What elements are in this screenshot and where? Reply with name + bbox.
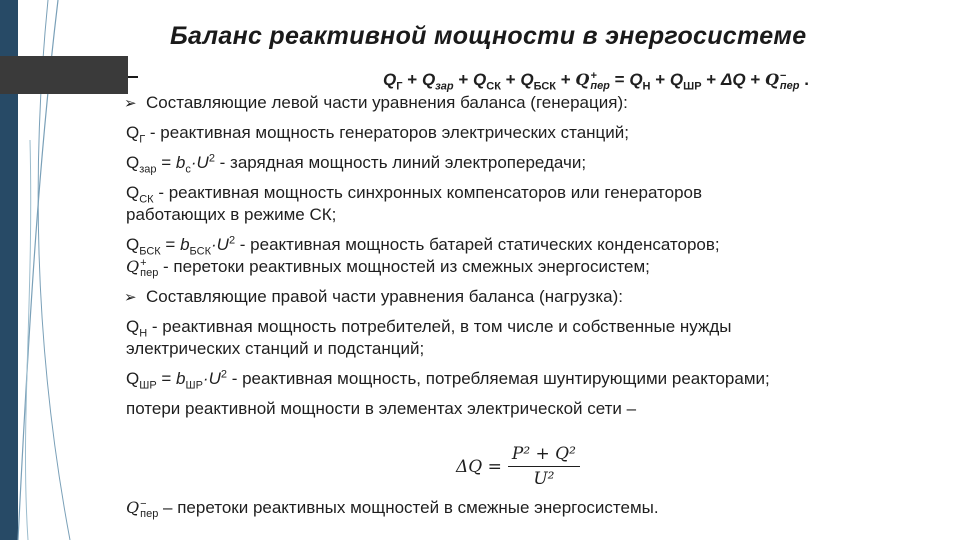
bullet-arrow-icon: ➢ [124, 95, 137, 112]
qsk-line: $Q_{СК}$ - реактивная мощность синхронных компенсаторов или генераторов [126, 183, 703, 206]
bullet-generation: ➢ Составляющие левой части уравнения баланса (генерация): [126, 92, 926, 114]
loss-formula-denominator: U² [533, 469, 555, 489]
qbsk-line: $Q_{БСК} = b_{БСК}\cdot U^2$ - реактивная мощность батарей статических конденсаторов; [126, 234, 720, 258]
bullet-load: ➢ Составляющие правой части уравнения баланса (нагрузка): [126, 286, 926, 308]
qzar-line: $Q_{зар} = b_c\cdot U^2$ - зарядная мощность линий электропередачи; [126, 152, 587, 176]
qshr-line: $Q_{ШР} = b_{ШР}\cdot U^2$ - реактивная мощность, потребляемая шунтирующими реакторами; [126, 368, 770, 392]
qg-line: $Q_Г$ - реактивная мощность генераторов электрических станций; [126, 123, 629, 146]
slide-title: Баланс реактивной мощности в энергосистеме [170, 22, 807, 50]
balance-equation: $Q_Г + Q_{зар} + Q_{СК} + Q_{БСК} + Q$ + пер = $Q_Н + Q_{ШР} + \Delta Q + Q$ − пер . [383, 69, 809, 93]
qn-line-2: электрических станций и подстанций; [126, 339, 425, 358]
qper-plus-line: Q + пер - перетоки реактивных мощностей из смежных энергосистем; [126, 256, 650, 279]
qsk-line-2: работающих в режиме СК; [126, 205, 337, 224]
bullet-arrow-icon: ➢ [124, 289, 137, 306]
qper-minus-line: Q − пер – перетоки реактивных мощностей в смежные энергосистемы. [126, 497, 659, 520]
losses-line: потери реактивной мощности в элементах электрической сети – [126, 399, 637, 418]
slide-body [126, 64, 926, 420]
loss-formula: ΔQ = $\frac{\text{P² + Q²}}{\text{U²}}$ [456, 444, 580, 489]
loss-formula-numerator: P² + Q² [508, 444, 580, 467]
title-tab [0, 56, 128, 94]
qn-line: $Q_Н$ - реактивная мощность потребителей, в том числе и собственные нужды [126, 317, 732, 340]
